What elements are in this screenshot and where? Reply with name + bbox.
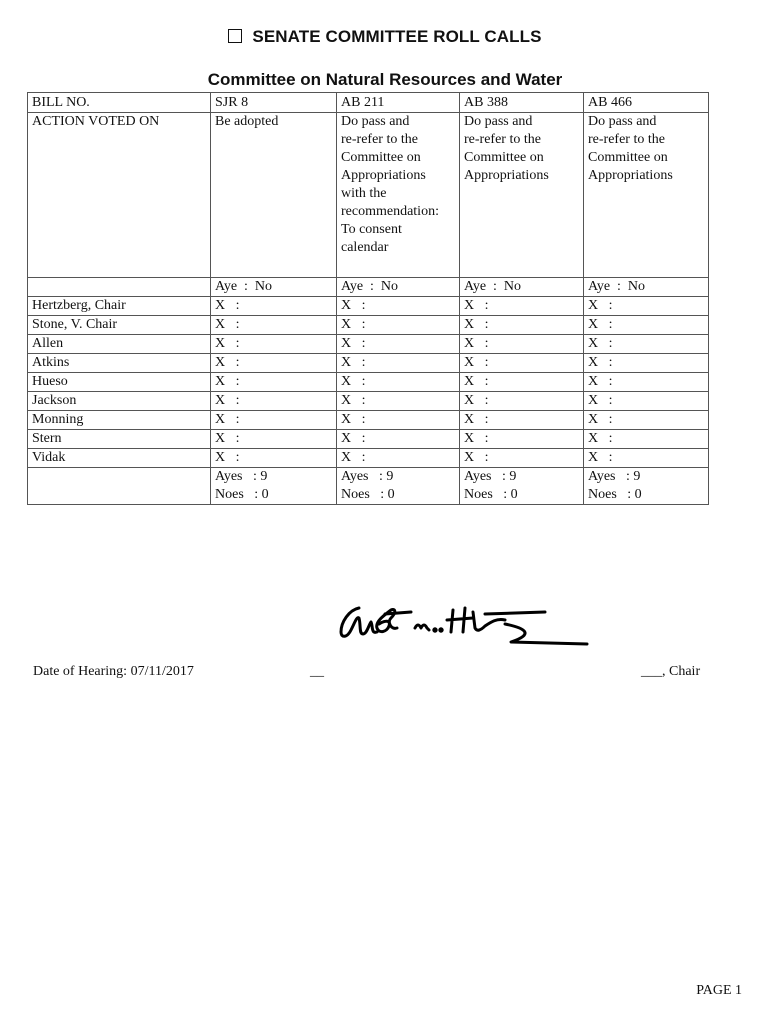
action-text (211, 113, 337, 278)
vote-cell: X : (211, 297, 337, 316)
bill-number-row (28, 93, 709, 113)
vote-cell: X : (337, 335, 460, 354)
vote-cell: X : (584, 373, 709, 392)
aye-no-header: Aye : No (584, 278, 709, 297)
vote-totals (337, 468, 460, 505)
vote-cell: X : (460, 316, 584, 335)
member-name: Stern (28, 430, 211, 449)
vote-cell: X : (460, 373, 584, 392)
aye-no-header: Aye : No (460, 278, 584, 297)
committee-name: Committee on Natural Resources and Water (207, 70, 563, 89)
member-name: Atkins (28, 354, 211, 373)
blank-cell (28, 278, 211, 297)
date-of-hearing: Date of Hearing: 07/11/2017 (33, 664, 194, 679)
bill-no-label: BILL NO. (28, 93, 211, 113)
member-row (28, 373, 709, 392)
noes-count: Noes : 0 (588, 487, 642, 502)
vote-cell: X : (460, 449, 584, 468)
vote-cell: X : (337, 316, 460, 335)
vote-cell: X : (337, 411, 460, 430)
action-line: Committee on (464, 150, 544, 165)
vote-cell: X : (337, 297, 460, 316)
vote-cell: X : (337, 430, 460, 449)
bill-number: AB 211 (337, 93, 460, 113)
member-name: Monning (28, 411, 211, 430)
action-line: re-refer to the (588, 132, 665, 147)
action-text (584, 113, 709, 278)
vote-cell: X : (584, 392, 709, 411)
bill-number: AB 388 (460, 93, 584, 113)
vote-cell: X : (584, 297, 709, 316)
vote-cell: X : (460, 392, 584, 411)
action-line: Committee on (588, 150, 668, 165)
vote-cell: X : (211, 373, 337, 392)
vote-totals (584, 468, 709, 505)
page-number: PAGE 1 (696, 983, 742, 998)
vote-totals (460, 468, 584, 505)
action-label: ACTION VOTED ON (28, 113, 211, 278)
bill-number: AB 466 (584, 93, 709, 113)
vote-cell: X : (211, 449, 337, 468)
member-row (28, 392, 709, 411)
action-line: recommendation: (341, 204, 439, 219)
vote-cell: X : (460, 335, 584, 354)
member-row (28, 449, 709, 468)
vote-cell: X : (460, 430, 584, 449)
member-row (28, 411, 709, 430)
totals-row (28, 468, 709, 505)
member-row (28, 354, 709, 373)
bill-number: SJR 8 (211, 93, 337, 113)
action-line: Do pass and (464, 114, 533, 129)
vote-cell: X : (211, 392, 337, 411)
member-name: Stone, V. Chair (28, 316, 211, 335)
noes-count: Noes : 0 (215, 487, 269, 502)
action-line: Appropriations (588, 168, 673, 183)
vote-cell: X : (584, 316, 709, 335)
ayes-count: Ayes : 9 (588, 469, 641, 484)
action-line: re-refer to the (341, 132, 418, 147)
blank-cell (28, 468, 211, 505)
vote-cell: X : (584, 354, 709, 373)
member-name: Allen (28, 335, 211, 354)
vote-cell: X : (584, 449, 709, 468)
vote-cell: X : (460, 354, 584, 373)
member-name: Jackson (28, 392, 211, 411)
action-row (28, 113, 709, 278)
action-line: Committee on (341, 150, 421, 165)
ayes-count: Ayes : 9 (215, 469, 268, 484)
vote-cell: X : (211, 316, 337, 335)
vote-cell: X : (460, 411, 584, 430)
action-line: with the (341, 186, 387, 201)
action-line: calendar (341, 240, 389, 255)
vote-cell: X : (211, 354, 337, 373)
vote-cell: X : (211, 335, 337, 354)
member-row (28, 430, 709, 449)
vote-cell: X : (211, 411, 337, 430)
checkbox-icon (228, 29, 242, 43)
vote-cell: X : (337, 392, 460, 411)
action-text (460, 113, 584, 278)
document-title (0, 27, 770, 47)
signature-icon (335, 598, 600, 653)
vote-cell: X : (584, 411, 709, 430)
vote-cell: X : (211, 430, 337, 449)
vote-cell: X : (584, 430, 709, 449)
action-line: Appropriations (464, 168, 549, 183)
action-line: Appropriations (341, 168, 426, 183)
member-name: Vidak (28, 449, 211, 468)
action-line: To consent (341, 222, 402, 237)
noes-count: Noes : 0 (464, 487, 518, 502)
vote-cell: X : (337, 354, 460, 373)
action-line: Do pass and (588, 114, 657, 129)
member-name: Hertzberg, Chair (28, 297, 211, 316)
action-line: Be adopted (215, 114, 279, 129)
roll-call-table (27, 92, 709, 505)
vote-cell: X : (337, 373, 460, 392)
aye-no-header: Aye : No (337, 278, 460, 297)
member-row (28, 335, 709, 354)
action-line: Do pass and (341, 114, 410, 129)
vote-cell: X : (460, 297, 584, 316)
member-row (28, 297, 709, 316)
ayes-count: Ayes : 9 (464, 469, 517, 484)
chair-signature-label: ___, Chair (641, 664, 701, 679)
member-row (28, 316, 709, 335)
aye-no-header: Aye : No (211, 278, 337, 297)
ayes-count: Ayes : 9 (341, 469, 394, 484)
action-text (337, 113, 460, 278)
vote-cell: X : (337, 449, 460, 468)
vote-totals (211, 468, 337, 505)
action-line: re-refer to the (464, 132, 541, 147)
title-text: SENATE COMMITTEE ROLL CALLS (252, 27, 542, 46)
signature-line-start: __ (310, 664, 324, 679)
vote-cell: X : (584, 335, 709, 354)
member-name: Hueso (28, 373, 211, 392)
vote-header-row (28, 278, 709, 297)
noes-count: Noes : 0 (341, 487, 395, 502)
